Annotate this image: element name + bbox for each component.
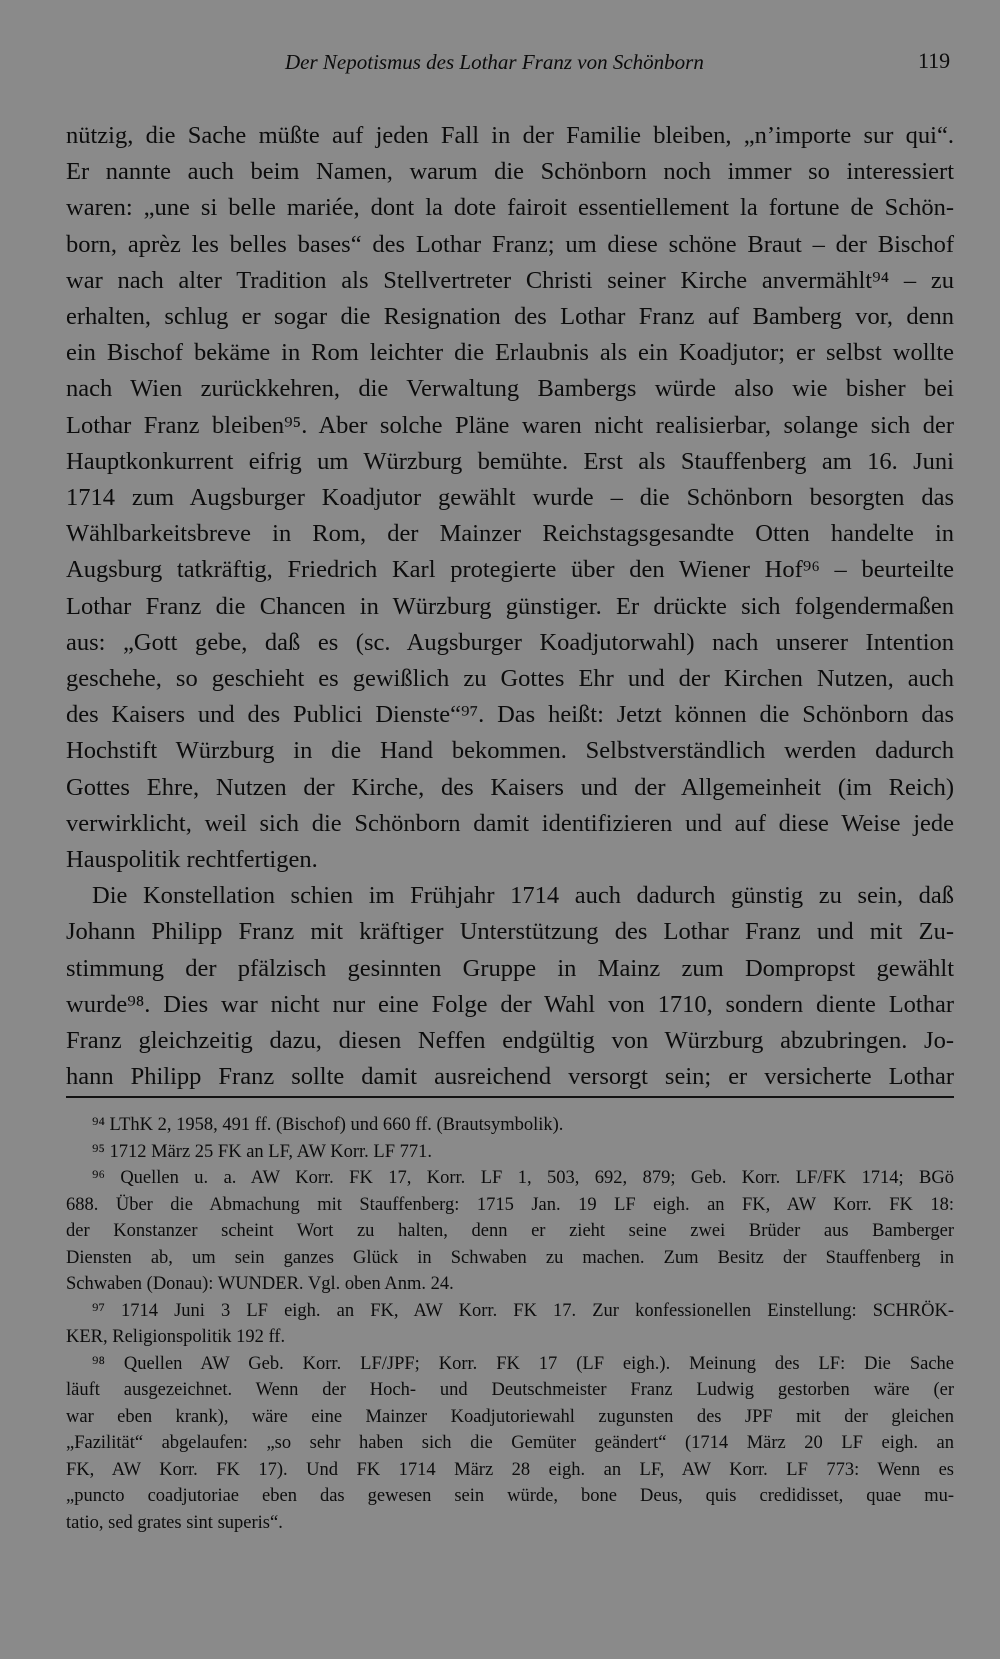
body-line: Er nannte auch beim Namen, warum die Schönborn noch immer so interessiert	[66, 158, 954, 186]
body-line: Franz gleichzeitig dazu, diesen Neffen endgültig von Würzburg abzubringen. Jo-	[66, 1027, 954, 1055]
footnote-line: ⁹⁷ 1714 Juni 3 LF eigh. an FK, AW Korr. FK 17. Zur konfessionellen Einstellung: SCHRÖK-	[92, 1300, 954, 1321]
body-line: stimmung der pfälzisch gesinnten Gruppe in Mainz zum Dompropst gewählt	[66, 954, 954, 982]
running-header: Der Nepotismus des Lothar Franz von Schönborn	[285, 50, 704, 74]
body-line: Hauptkonkurrent eifrig um Würzburg bemühte. Erst als Stauffenberg am 16. Juni	[66, 447, 954, 475]
body-line: Hauspolitik rechtfertigen.	[66, 846, 318, 874]
body-line: ein Bischof bekäme in Rom leichter die Erlaubnis als ein Koadjutor; er selbst wollte	[66, 339, 954, 367]
footnote-line: „puncto coadjutoriae eben das gewesen sein würde, bone Deus, quis credidisset, quae mu-	[66, 1486, 954, 1506]
body-line: Die Konstellation schien im Frühjahr 1714 auch dadurch günstig zu sein, daß	[92, 882, 954, 910]
body-line: born, aprèz les belles bases“ des Lothar Franz; um diese schöne Braut – der Bischof	[66, 230, 954, 258]
footnote-line: Schwaben (Donau): WUNDER. Vgl. oben Anm. 24.	[66, 1274, 454, 1294]
footnotes	[66, 1112, 954, 1536]
body-line: Augsburg tatkräftig, Friedrich Karl protegierte über den Wiener Hof⁹⁶ – beurteilte	[66, 556, 954, 584]
footnote-line: ⁹⁸ Quellen AW Geb. Korr. LF/JPF; Korr. FK 17 (LF eigh.). Meinung des LF: Die Sache	[92, 1353, 954, 1374]
footnote-line: tatio, sed grates sint superis“.	[66, 1512, 283, 1533]
body-line: erhalten, schlug er sogar die Resignation des Lothar Franz auf Bamberg vor, denn	[66, 303, 954, 331]
body-line: Lothar Franz die Chancen in Würzburg günstiger. Er drückte sich folgendermaßen	[66, 592, 954, 620]
footnote-line: FK, AW Korr. FK 17). Und FK 1714 März 28 eigh. an LF, AW Korr. LF 773: Wenn es	[66, 1459, 954, 1480]
body-line: Johann Philipp Franz mit kräftiger Unterstützung des Lothar Franz und mit Zu-	[66, 918, 954, 946]
page-number: 119	[918, 48, 951, 73]
footnote-line: „Fazilität“ abgelaufen: „so sehr haben sich die Gemüter geändert“ (1714 März 20 LF eigh. an	[66, 1433, 954, 1453]
body-line: wurde⁹⁸. Dies war nicht nur eine Folge der Wahl von 1710, sondern diente Lothar	[66, 990, 954, 1018]
footnote-line: läuft ausgezeichnet. Wenn der Hoch- und Deutschmeister Franz Ludwig gestorben wäre (er	[66, 1380, 954, 1400]
body-line: waren: „une si belle mariée, dont la dote fairoit essentiellement la fortune de Schön-	[66, 194, 954, 222]
body-line: war nach alter Tradition als Stellvertreter Christi seiner Kirche anvermählt⁹⁴ – zu	[66, 266, 954, 294]
body-line: hann Philipp Franz sollte damit ausreichend versorgt sein; er versicherte Lothar	[66, 1063, 954, 1091]
body-line: Wählbarkeitsbreve in Rom, der Mainzer Reichstagsgesandte Otten handelte in	[66, 520, 954, 548]
body-line: Gottes Ehre, Nutzen der Kirche, des Kaisers und der Allgemeinheit (im Reich)	[66, 773, 954, 801]
body-line: Hochstift Würzburg in die Hand bekommen. Selbstverständlich werden dadurch	[66, 737, 954, 765]
body-line: nach Wien zurückkehren, die Verwaltung Bambergs würde also wie bisher bei	[66, 375, 954, 403]
footnote-divider	[66, 1096, 954, 1098]
body-line: 1714 zum Augsburger Koadjutor gewählt wurde – die Schönborn besorgten das	[66, 484, 954, 512]
footnote-line: KER, Religionspolitik 192 ff.	[66, 1327, 286, 1347]
body-line: verwirklicht, weil sich die Schönborn damit identifizieren und auf diese Weise jede	[66, 809, 954, 837]
body-text	[66, 118, 954, 1095]
body-line: nützig, die Sache müßte auf jeden Fall in der Familie bleiben, „n’importe sur qui“.	[66, 122, 954, 149]
footnote-line: ⁹⁶ Quellen u. a. AW Korr. FK 17, Korr. LF 1, 503, 692, 879; Geb. Korr. LF/FK 1714; BGö	[92, 1168, 954, 1188]
body-line: des Kaisers und des Publici Dienste“⁹⁷. Das heißt: Jetzt können die Schönborn das	[66, 701, 954, 729]
footnote-line: Diensten ab, um sein ganzes Glück in Schwaben zu machen. Zum Besitz der Stauffenberg in	[66, 1247, 954, 1268]
footnote-line: der Konstanzer scheint Wort zu halten, denn er zieht seine zwei Brüder aus Bamberger	[66, 1221, 954, 1241]
body-line: Lothar Franz bleiben⁹⁵. Aber solche Pläne waren nicht realisierbar, solange sich der	[66, 411, 954, 439]
body-line: aus: „Gott gebe, daß es (sc. Augsburger Koadjutorwahl) nach unserer Intention	[66, 628, 954, 656]
footnote-line: 688. Über die Abmachung mit Stauffenberg: 1715 Jan. 19 LF eigh. an FK, AW Korr. FK 18:	[66, 1194, 954, 1215]
body-line: geschehe, so geschieht es gewißlich zu Gottes Ehr und der Kirchen Nutzen, auch	[66, 665, 954, 693]
footnote-line: ⁹⁵ 1712 März 25 FK an LF, AW Korr. LF 771.	[92, 1141, 433, 1162]
footnote-line: ⁹⁴ LThK 2, 1958, 491 ff. (Bischof) und 660 ff. (Brautsymbolik).	[92, 1115, 564, 1135]
footnote-line: war eben krank), wäre eine Mainzer Koadjutoriewahl zugunsten des JPF mit der gleichen	[66, 1406, 954, 1427]
